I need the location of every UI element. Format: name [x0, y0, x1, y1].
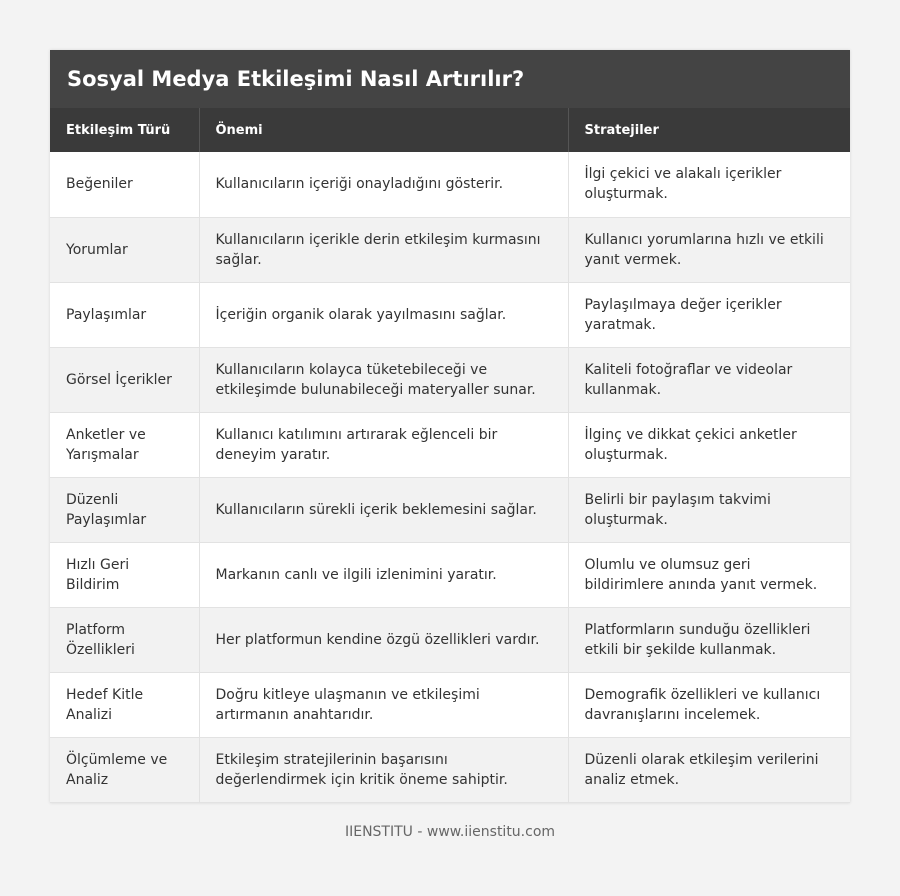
table-row — [50, 542, 850, 607]
table-row — [50, 737, 850, 802]
cell-importance: Her platformun kendine özgü özellikleri vardır. — [199, 607, 568, 672]
cell-importance: Kullanıcıların kolayca tüketebileceği ve etkileşimde bulunabileceği materyaller sunar. — [199, 347, 568, 412]
cell-strategy: Paylaşılmaya değer içerikler yaratmak. — [568, 282, 850, 347]
column-header-type: Etkileşim Türü — [50, 108, 199, 152]
table-row — [50, 607, 850, 672]
table-row — [50, 217, 850, 282]
column-header-strategies: Stratejiler — [568, 108, 850, 152]
cell-strategy: Kaliteli fotoğraflar ve videolar kullanmak. — [568, 347, 850, 412]
table-row — [50, 477, 850, 542]
cell-importance: İçeriğin organik olarak yayılmasını sağlar. — [199, 282, 568, 347]
cell-strategy: Platformların sunduğu özellikleri etkili bir şekilde kullanmak. — [568, 607, 850, 672]
table-row — [50, 152, 850, 217]
cell-type: Platform Özellikleri — [50, 607, 199, 672]
cell-importance: Kullanıcı katılımını artırarak eğlenceli bir deneyim yaratır. — [199, 412, 568, 477]
table-body — [50, 152, 850, 802]
cell-importance: Etkileşim stratejilerinin başarısını değerlendirmek için kritik öneme sahiptir. — [199, 737, 568, 802]
cell-type: Beğeniler — [50, 152, 199, 217]
footer-credit: IIENSTITU - www.iienstitu.com — [344, 824, 556, 840]
cell-importance: Kullanıcıların içeriği onayladığını gösterir. — [199, 152, 568, 217]
cell-strategy: Belirli bir paylaşım takvimi oluşturmak. — [568, 477, 850, 542]
cell-strategy: Demografik özellikleri ve kullanıcı davranışlarını incelemek. — [568, 672, 850, 737]
cell-type: Yorumlar — [50, 217, 199, 282]
cell-strategy: Olumlu ve olumsuz geri bildirimlere anında yanıt vermek. — [568, 542, 850, 607]
cell-type: Hızlı Geri Bildirim — [50, 542, 199, 607]
table-row — [50, 282, 850, 347]
cell-importance: Kullanıcıların içerikle derin etkileşim kurmasını sağlar. — [199, 217, 568, 282]
cell-type: Ölçümleme ve Analiz — [50, 737, 199, 802]
cell-strategy: İlgi çekici ve alakalı içerikler oluşturmak. — [568, 152, 850, 217]
cell-type: Düzenli Paylaşımlar — [50, 477, 199, 542]
table-row — [50, 347, 850, 412]
header-row — [50, 108, 850, 152]
table-header — [50, 108, 850, 152]
cell-type: Anketler ve Yarışmalar — [50, 412, 199, 477]
engagement-table — [50, 108, 850, 803]
cell-strategy: Düzenli olarak etkileşim verilerini analiz etmek. — [568, 737, 850, 802]
cell-type: Görsel İçerikler — [50, 347, 199, 412]
cell-importance: Markanın canlı ve ilgili izlenimini yaratır. — [199, 542, 568, 607]
column-header-importance: Önemi — [199, 108, 568, 152]
table-row — [50, 672, 850, 737]
cell-type: Paylaşımlar — [50, 282, 199, 347]
cell-importance: Doğru kitleye ulaşmanın ve etkileşimi artırmanın anahtarıdır. — [199, 672, 568, 737]
cell-strategy: Kullanıcı yorumlarına hızlı ve etkili yanıt vermek. — [568, 217, 850, 282]
content-card — [50, 50, 850, 803]
cell-type: Hedef Kitle Analizi — [50, 672, 199, 737]
table-title: Sosyal Medya Etkileşimi Nasıl Artırılır? — [50, 50, 850, 108]
cell-importance: Kullanıcıların sürekli içerik beklemesini sağlar. — [199, 477, 568, 542]
table-row — [50, 412, 850, 477]
cell-strategy: İlginç ve dikkat çekici anketler oluşturmak. — [568, 412, 850, 477]
